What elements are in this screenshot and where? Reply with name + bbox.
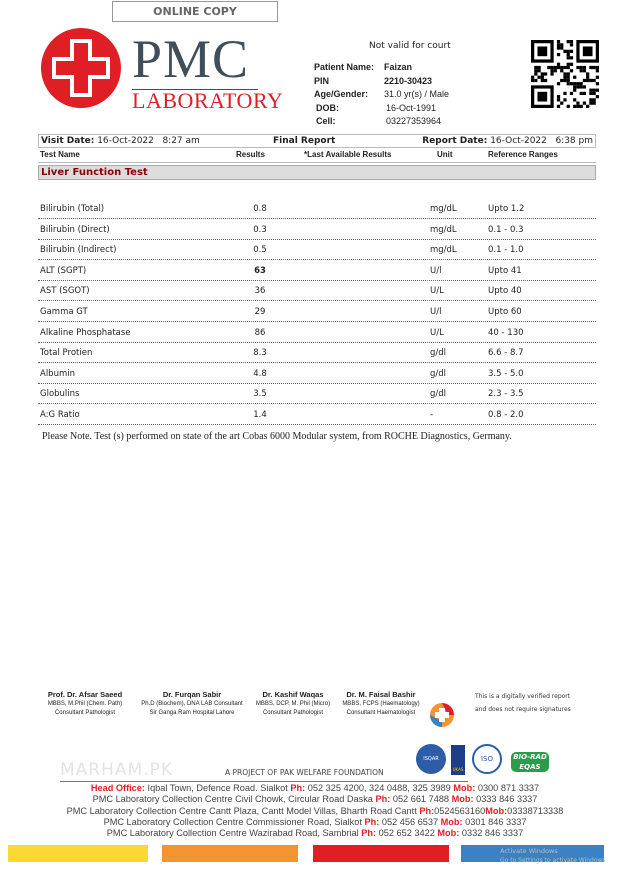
test-name: ALT (SGPT) bbox=[40, 265, 87, 276]
table-row bbox=[38, 302, 596, 322]
doctor-4 bbox=[338, 690, 424, 718]
table-row bbox=[38, 364, 596, 384]
address-line bbox=[60, 806, 570, 817]
patient-age: 31.0 yr(s) / Male bbox=[384, 89, 450, 99]
table-row bbox=[38, 281, 596, 301]
court-note: Not valid for court bbox=[369, 41, 451, 51]
test-name: Total Protien bbox=[40, 348, 93, 359]
test-name: AST (SGOT) bbox=[40, 286, 90, 297]
phone: 052 456 6537 bbox=[379, 816, 441, 827]
pmc-logo-icon bbox=[40, 27, 122, 109]
test-unit: - bbox=[430, 410, 434, 420]
report-bar bbox=[38, 134, 596, 148]
ukas-badge: UKAS bbox=[451, 745, 465, 775]
address-text: Iqbal Town, Defence Road. Sialkot bbox=[144, 783, 291, 793]
test-unit: mg/dL bbox=[430, 204, 457, 214]
mobile: 03338713338 bbox=[507, 805, 564, 816]
test-unit: U/L bbox=[430, 286, 444, 297]
col-test-name: Test Name bbox=[40, 150, 80, 159]
address-text: PMC Laboratory Collection Centre Commissioner Road, Sialkot bbox=[103, 816, 365, 827]
test-reference: 0.1 - 1.0 bbox=[488, 245, 524, 256]
test-result: 29 bbox=[254, 307, 266, 317]
overlay-line: Go to Settings to activate Windows. bbox=[500, 857, 608, 864]
phone: 0524563160 bbox=[434, 805, 486, 816]
doctor-qual: MBBS, DCP, M. Phil (Micro) bbox=[255, 701, 331, 707]
doctor-name: Prof. Dr. Afsar Saeed bbox=[47, 690, 123, 699]
test-result: 8.3 bbox=[253, 348, 267, 359]
test-result: 4.8 bbox=[253, 368, 267, 379]
col-results: Results bbox=[236, 150, 265, 159]
mobile-label: Mob: bbox=[437, 828, 460, 839]
address-line bbox=[60, 783, 570, 794]
patient-values bbox=[384, 61, 449, 129]
test-name: Alkaline Phosphatase bbox=[40, 327, 131, 338]
mobile-label: Mob: bbox=[453, 783, 476, 793]
online-copy-stamp: ONLINE COPY bbox=[112, 1, 278, 22]
test-unit: U/l bbox=[430, 265, 442, 276]
doctor-role: Consultant Pathologist bbox=[262, 710, 324, 716]
table-row bbox=[38, 323, 596, 343]
test-reference: 6.6 - 8.7 bbox=[488, 348, 524, 359]
mobile-label: Mob: bbox=[485, 805, 508, 816]
test-reference: Upto 41 bbox=[488, 265, 522, 276]
doctor-name: Dr. Furqan Sabir bbox=[162, 690, 222, 699]
col-reference: Reference Ranges bbox=[488, 150, 558, 159]
phone: 052 661 7488 bbox=[390, 794, 452, 805]
report-title: Final Report bbox=[273, 136, 336, 146]
watermark: MARHAM.PK bbox=[60, 760, 173, 780]
doctor-2 bbox=[136, 690, 248, 718]
test-reference: 2.3 - 3.5 bbox=[488, 389, 524, 400]
test-reference: Upto 60 bbox=[488, 307, 522, 317]
address-text: PMC Laboratory Collection Centre Cantt Plaza, Cantt Model Villas, Bharth Road Cantt bbox=[66, 805, 420, 816]
addresses bbox=[60, 783, 570, 839]
test-result: 0.5 bbox=[253, 245, 267, 256]
color-bar-yellow bbox=[8, 845, 148, 862]
table-row bbox=[38, 220, 596, 240]
test-reference: Upto 40 bbox=[488, 286, 522, 297]
phone-label: Ph: bbox=[419, 805, 435, 816]
report-date: 16-Oct-2022 6:38 pm bbox=[490, 136, 593, 146]
test-name: Albumin bbox=[40, 368, 75, 379]
overlay-line: Activate Windows bbox=[500, 847, 558, 855]
table-row bbox=[38, 261, 596, 281]
table-row bbox=[38, 343, 596, 363]
phone-label: Ph: bbox=[375, 794, 391, 805]
mobile: 0332 846 3337 bbox=[459, 828, 524, 839]
mobile: 0300 871 3337 bbox=[475, 783, 540, 793]
address-line bbox=[60, 794, 570, 805]
table-row bbox=[38, 384, 596, 404]
test-name: A:G Ratio bbox=[40, 410, 80, 420]
biorad-badge bbox=[511, 752, 549, 772]
mobile: 0301 846 3337 bbox=[462, 816, 527, 827]
doctor-role: Consultant Haematologist bbox=[346, 710, 416, 716]
pmc-small-logo-icon bbox=[429, 702, 455, 728]
mobile-label: Mob: bbox=[451, 794, 474, 805]
test-result: 86 bbox=[254, 327, 266, 338]
test-unit: g/dl bbox=[430, 348, 447, 359]
address-text: PMC Laboratory Collection Centre Wazirabad Road, Sambrial bbox=[106, 828, 362, 839]
foundation: A PROJECT OF PAK WELFARE FOUNDATION bbox=[225, 768, 384, 777]
patient-labels bbox=[314, 61, 374, 129]
test-unit: mg/dL bbox=[430, 245, 457, 256]
age-label: Age/Gender: bbox=[314, 89, 369, 99]
patient-name: Faizan bbox=[384, 62, 413, 72]
name-label: Patient Name: bbox=[314, 62, 375, 72]
patient-cell: 03227353964 bbox=[386, 116, 442, 126]
doctor-role: Consultant Pathologist bbox=[54, 710, 116, 716]
mobile-label: Mob: bbox=[440, 816, 463, 827]
test-result: 36 bbox=[254, 286, 266, 297]
color-bar-orange bbox=[162, 845, 298, 862]
test-result: 63 bbox=[254, 265, 266, 276]
mobile: 0333 846 3337 bbox=[473, 794, 538, 805]
logo-sub: LABORATORY bbox=[132, 88, 284, 113]
isqar-badge: ISQAR bbox=[416, 744, 446, 774]
verified-line: and does not require signatures bbox=[475, 706, 571, 713]
test-name: Bilirubin (Indirect) bbox=[40, 245, 117, 256]
activate-windows-overlay bbox=[500, 846, 607, 866]
test-reference: 3.5 - 5.0 bbox=[488, 368, 524, 379]
verified-note bbox=[475, 690, 571, 716]
footer-divider bbox=[60, 781, 468, 782]
color-bar-red bbox=[313, 845, 449, 862]
col-unit: Unit bbox=[437, 150, 453, 159]
test-name: Globulins bbox=[40, 389, 80, 400]
test-reference: 0.1 - 0.3 bbox=[488, 224, 524, 235]
patient-pin: 2210-30423 bbox=[384, 75, 433, 86]
note: Please Note. Test (s) performed on state of the art Cobas 6000 Modular system, from ROCHE Diagnostics, Germany. bbox=[42, 431, 512, 442]
doctor-qual: MBBS, M.Phil (Chem. Path) bbox=[47, 701, 123, 707]
doctor-3 bbox=[250, 690, 336, 718]
biorad-label: BIO-RAD EQAS bbox=[511, 752, 549, 772]
table-row bbox=[38, 199, 596, 219]
phone-label: Ph: bbox=[361, 828, 377, 839]
doctor-name: Dr. M. Faisal Bashir bbox=[346, 690, 416, 699]
pin-label: PIN bbox=[314, 75, 330, 86]
doctor-1 bbox=[36, 690, 134, 718]
test-name: Bilirubin (Total) bbox=[40, 204, 105, 214]
table-row bbox=[38, 240, 596, 260]
qr-code-icon bbox=[528, 40, 602, 108]
phone: 052 325 4200, 324 0488, 325 3989 bbox=[305, 783, 454, 793]
address-lead: Head Office: bbox=[90, 783, 145, 793]
visit-label: Visit Date: bbox=[41, 136, 95, 146]
test-name: Gamma GT bbox=[40, 307, 88, 317]
test-unit: U/L bbox=[430, 327, 444, 338]
test-reference: 0.8 - 2.0 bbox=[488, 410, 524, 420]
test-unit: U/l bbox=[430, 307, 442, 317]
test-reference: Upto 1.2 bbox=[488, 204, 525, 214]
test-result: 3.5 bbox=[253, 389, 267, 400]
patient-dob: 16-Oct-1991 bbox=[386, 102, 437, 113]
table-row bbox=[38, 405, 596, 425]
test-reference: 40 - 130 bbox=[488, 327, 524, 338]
test-unit: g/dl bbox=[430, 389, 447, 400]
iso-badge: ISO bbox=[472, 744, 502, 774]
logo-name: PMC bbox=[132, 29, 250, 89]
col-last-results: *Last Available Results bbox=[304, 150, 392, 159]
phone-label: Ph: bbox=[290, 783, 306, 793]
doctor-name: Dr. Kashif Waqas bbox=[262, 690, 324, 699]
test-result: 0.3 bbox=[253, 224, 267, 235]
phone: 052 652 3422 bbox=[376, 828, 438, 839]
header-divider bbox=[38, 162, 596, 163]
test-unit: g/dl bbox=[430, 368, 447, 379]
doctor-qual: Ph.D (Biochem), DNA LAB Consultant bbox=[141, 701, 243, 707]
test-name: Bilirubin (Direct) bbox=[40, 224, 110, 235]
doctor-qual: MBBS, FCPS (Haematology) bbox=[342, 701, 420, 707]
cell-label: Cell: bbox=[316, 116, 336, 126]
dob-label: DOB: bbox=[316, 102, 339, 113]
section-title: Liver Function Test bbox=[38, 165, 596, 180]
test-result: 0.8 bbox=[253, 204, 267, 214]
test-result: 1.4 bbox=[253, 410, 267, 420]
verified-line: This is a digitally verified report bbox=[475, 693, 571, 700]
address-line bbox=[60, 828, 570, 839]
test-unit: mg/dL bbox=[430, 224, 457, 235]
report-label: Report Date: bbox=[422, 136, 488, 146]
address-text: PMC Laboratory Collection Centre Civil Chowk, Circular Road Daska bbox=[92, 794, 376, 805]
visit-date: 16-Oct-2022 8:27 am bbox=[97, 136, 200, 146]
phone-label: Ph: bbox=[364, 816, 380, 827]
doctor-role: Sir Ganga Ram Hospital Lahore bbox=[149, 710, 235, 716]
address-line bbox=[60, 817, 570, 828]
